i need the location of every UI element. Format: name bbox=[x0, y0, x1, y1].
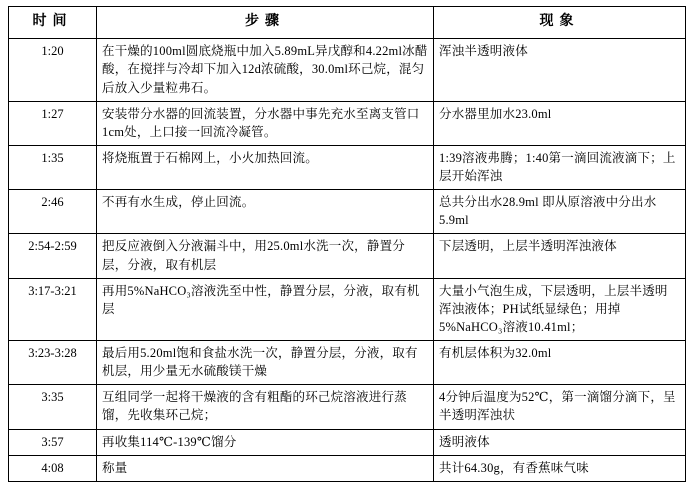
cell-observation: 下层透明，上层半透明浑浊液体 bbox=[434, 234, 686, 278]
cell-time: 3:17-3:21 bbox=[9, 278, 97, 340]
table-header bbox=[9, 7, 686, 39]
cell-step: 将烧瓶置于石棉网上，小火加热回流。 bbox=[97, 145, 434, 189]
cell-time: 1:35 bbox=[9, 145, 97, 189]
cell-time: 1:20 bbox=[9, 39, 97, 101]
column-header-time: 时间 bbox=[9, 7, 97, 39]
table-row bbox=[9, 455, 686, 481]
cell-observation: 共计64.30g，有香蕉味气味 bbox=[434, 455, 686, 481]
cell-observation: 1:39溶液弗腾；1:40第一滴回流液滴下；上层开始浑浊 bbox=[434, 145, 686, 189]
cell-step: 称量 bbox=[97, 455, 434, 481]
cell-time: 3:35 bbox=[9, 385, 97, 429]
cell-time: 3:57 bbox=[9, 429, 97, 455]
cell-step: 把反应液倒入分液漏斗中，用25.0ml水洗一次，静置分层，分液，取有机层 bbox=[97, 234, 434, 278]
table-row bbox=[9, 429, 686, 455]
cell-time: 2:54-2:59 bbox=[9, 234, 97, 278]
cell-time: 1:27 bbox=[9, 101, 97, 145]
cell-step: 安装带分水器的回流装置，分水器中事先充水至离支管口1cm处，上口接一回流冷凝管。 bbox=[97, 101, 434, 145]
cell-observation: 大量小气泡生成，下层透明，上层半透明浑浊液体；PH试纸显绿色；用掉5%NaHCO₃溶液10.41ml； bbox=[434, 278, 686, 340]
cell-step: 互组同学一起将干燥液的含有粗酯的环己烷溶液进行蒸馏，先收集环己烷； bbox=[97, 385, 434, 429]
cell-time: 2:46 bbox=[9, 190, 97, 234]
table-row bbox=[9, 39, 686, 101]
lab-record-table bbox=[8, 6, 686, 482]
cell-step: 最后用5.20ml饱和食盐水洗一次，静置分层，分液，取有机层，用少量无水硫酸镁干燥 bbox=[97, 341, 434, 385]
cell-observation: 分水器里加水23.0ml bbox=[434, 101, 686, 145]
cell-observation: 有机层体积为32.0ml bbox=[434, 341, 686, 385]
table-row bbox=[9, 278, 686, 340]
cell-time: 3:23-3:28 bbox=[9, 341, 97, 385]
cell-step: 在干燥的100ml圆底烧瓶中加入5.89mL异戊醇和4.22ml冰醋酸，在搅拌与冷却下加入12d浓硫酸，30.0ml环己烷，混匀后放入少量粒弗石。 bbox=[97, 39, 434, 101]
table-row bbox=[9, 385, 686, 429]
table-row bbox=[9, 145, 686, 189]
column-header-step: 步骤 bbox=[97, 7, 434, 39]
table-row bbox=[9, 341, 686, 385]
table-row bbox=[9, 190, 686, 234]
cell-step: 再收集114℃-139℃馏分 bbox=[97, 429, 434, 455]
cell-observation: 4分钟后温度为52℃，第一滴馏分滴下，呈半透明浑浊状 bbox=[434, 385, 686, 429]
table-row bbox=[9, 234, 686, 278]
table-header-row bbox=[9, 7, 686, 39]
cell-step: 不再有水生成，停止回流。 bbox=[97, 190, 434, 234]
table-row bbox=[9, 101, 686, 145]
cell-observation: 总共分出水28.9ml 即从原溶液中分出水5.9ml bbox=[434, 190, 686, 234]
cell-observation: 透明液体 bbox=[434, 429, 686, 455]
table-body bbox=[9, 39, 686, 482]
column-header-observation: 现象 bbox=[434, 7, 686, 39]
cell-time: 4:08 bbox=[9, 455, 97, 481]
cell-observation: 浑浊半透明液体 bbox=[434, 39, 686, 101]
cell-step: 再用5%NaHCO₃溶液洗至中性，静置分层，分液，取有机层 bbox=[97, 278, 434, 340]
